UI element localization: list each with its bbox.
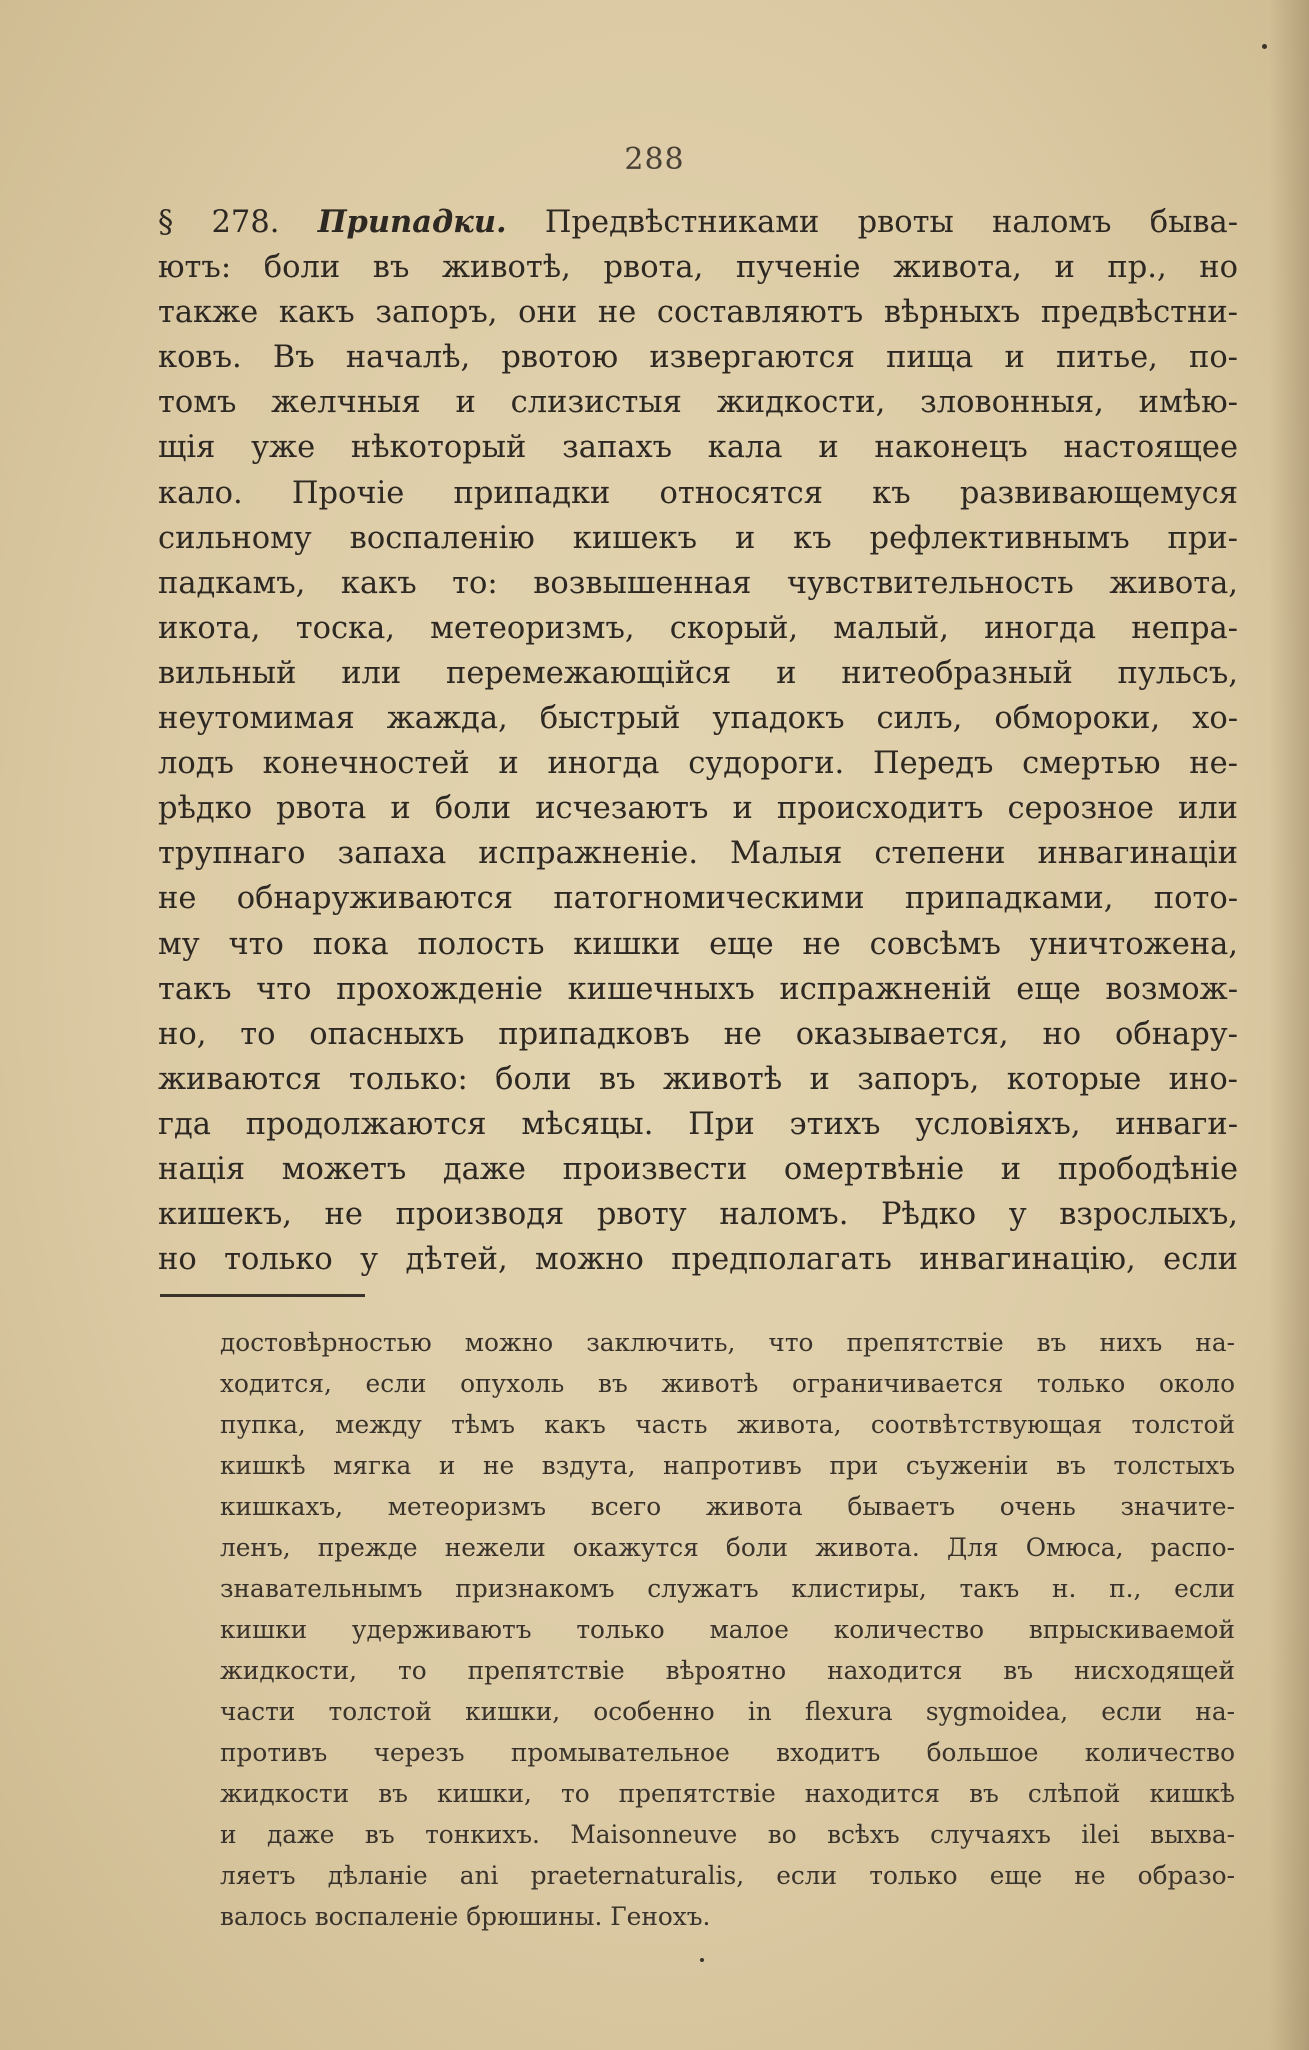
footnote-line: кишкѣ мягка и не вздута, напротивъ при съуженіи въ толстыхъ xyxy=(220,1451,1235,1480)
text-line: живаются только: боли въ животѣ и запоръ, которые ино- xyxy=(158,1061,1238,1097)
footnote-line: достовѣрностью можно заключить, что препятствіе въ нихъ на- xyxy=(220,1328,1235,1357)
footnote-line: валось воспаленіе брюшины. Генохъ. xyxy=(220,1902,711,1931)
text-line: томъ желчныя и слизистыя жидкости, зловонныя, имѣю- xyxy=(158,385,1238,421)
text-line: также какъ запоръ, они не составляютъ вѣрныхъ предвѣстни- xyxy=(158,295,1238,331)
footnote-line: пупка, между тѣмъ какъ часть живота, соотвѣтствующая толстой xyxy=(220,1410,1235,1439)
footnote-line: жидкости въ кишки, то препятствіе находится въ слѣпой кишкѣ xyxy=(220,1779,1235,1808)
text-line xyxy=(158,200,1238,245)
footnote-line: знавательнымъ признакомъ служатъ клистиры, такъ н. п., если xyxy=(220,1574,1235,1603)
footnote-line: ляетъ дѣланіе ani praeternaturalis, если только еще не образо- xyxy=(220,1861,1235,1890)
main-paragraph xyxy=(158,200,1238,1282)
text-line: не обнаруживаются патогномическими припадками, пото- xyxy=(158,881,1238,917)
text-line-content: Предвѣстниками рвоты наломъ быва- xyxy=(506,205,1239,240)
ink-speck xyxy=(700,1958,704,1962)
text-line: икота, тоска, метеоризмъ, скорый, малый, иногда непра- xyxy=(158,610,1238,646)
text-line: кишекъ, не производя рвоту наломъ. Рѣдко у взрослыхъ, xyxy=(158,1197,1238,1233)
text-line: неутомимая жажда, быстрый упадокъ силъ, обмороки, хо- xyxy=(158,701,1238,737)
footnote xyxy=(220,1322,1235,1937)
footnote-line: и даже въ тонкихъ. Maisonneuve во всѣхъ случаяхъ ilei выхва- xyxy=(220,1820,1235,1849)
footnote-line: жидкости, то препятствіе вѣроятно находится въ нисходящей xyxy=(220,1656,1235,1685)
section-marker: § 278. xyxy=(158,205,280,240)
page-edge-shadow xyxy=(1269,0,1309,2050)
text-line: кало. Прочіе припадки относятся къ развивающемуся xyxy=(158,475,1238,511)
footnote-line: кишки удерживаютъ только малое количество впрыскиваемой xyxy=(220,1615,1235,1644)
text-line: сильному воспаленію кишекъ и къ рефлективнымъ при- xyxy=(158,520,1238,556)
text-line: щія уже нѣкоторый запахъ кала и наконецъ настоящее xyxy=(158,430,1238,466)
footnote-line: части толстой кишки, особенно in flexura sygmoidea, если на- xyxy=(220,1697,1235,1726)
text-line: падкамъ, какъ то: возвышенная чувствительность живота, xyxy=(158,565,1238,601)
text-line: нація можетъ даже произвести омертвѣніе и прободѣніе xyxy=(158,1151,1238,1187)
section-title: Припадки. xyxy=(317,204,507,240)
text-line: вильный или перемежающійся и нитеобразный пульсъ, xyxy=(158,655,1238,691)
footnote-line: ленъ, прежде нежели окажутся боли живота. Для Омюса, распо- xyxy=(220,1533,1235,1562)
text-line: лодъ конечностей и иногда судороги. Передъ смертью не- xyxy=(158,746,1238,782)
text-line: гда продолжаются мѣсяцы. При этихъ условіяхъ, инваги- xyxy=(158,1106,1238,1142)
page-number: 288 xyxy=(624,142,685,177)
text-line: рѣдко рвота и боли исчезаютъ и происходитъ серозное или xyxy=(158,791,1238,827)
text-line: но только у дѣтей, можно предполагать инвагинацію, если xyxy=(158,1242,1238,1278)
footnote-line: кишкахъ, метеоризмъ всего живота бываетъ очень значите- xyxy=(220,1492,1235,1521)
text-line: ковъ. Въ началѣ, рвотою извергаются пища и питье, по- xyxy=(158,340,1238,376)
text-line: му что пока полость кишки еще не совсѣмъ уничтожена, xyxy=(158,926,1238,962)
text-line: но, то опасныхъ припадковъ не оказывается, но обнару- xyxy=(158,1016,1238,1052)
footnote-line: противъ черезъ промывательное входитъ большое количество xyxy=(220,1738,1235,1767)
ink-speck xyxy=(1262,44,1267,49)
text-line: трупнаго запаха испражненіе. Малыя степени инвагинаціи xyxy=(158,836,1238,872)
footnote-line: ходится, если опухоль въ животѣ ограничивается только около xyxy=(220,1369,1235,1398)
text-line: ютъ: боли въ животѣ, рвота, пученіе живота, и пр., но xyxy=(158,250,1238,286)
text-line: такъ что прохожденіе кишечныхъ испражненій еще возмож- xyxy=(158,971,1238,1007)
footnote-separator xyxy=(160,1294,365,1297)
